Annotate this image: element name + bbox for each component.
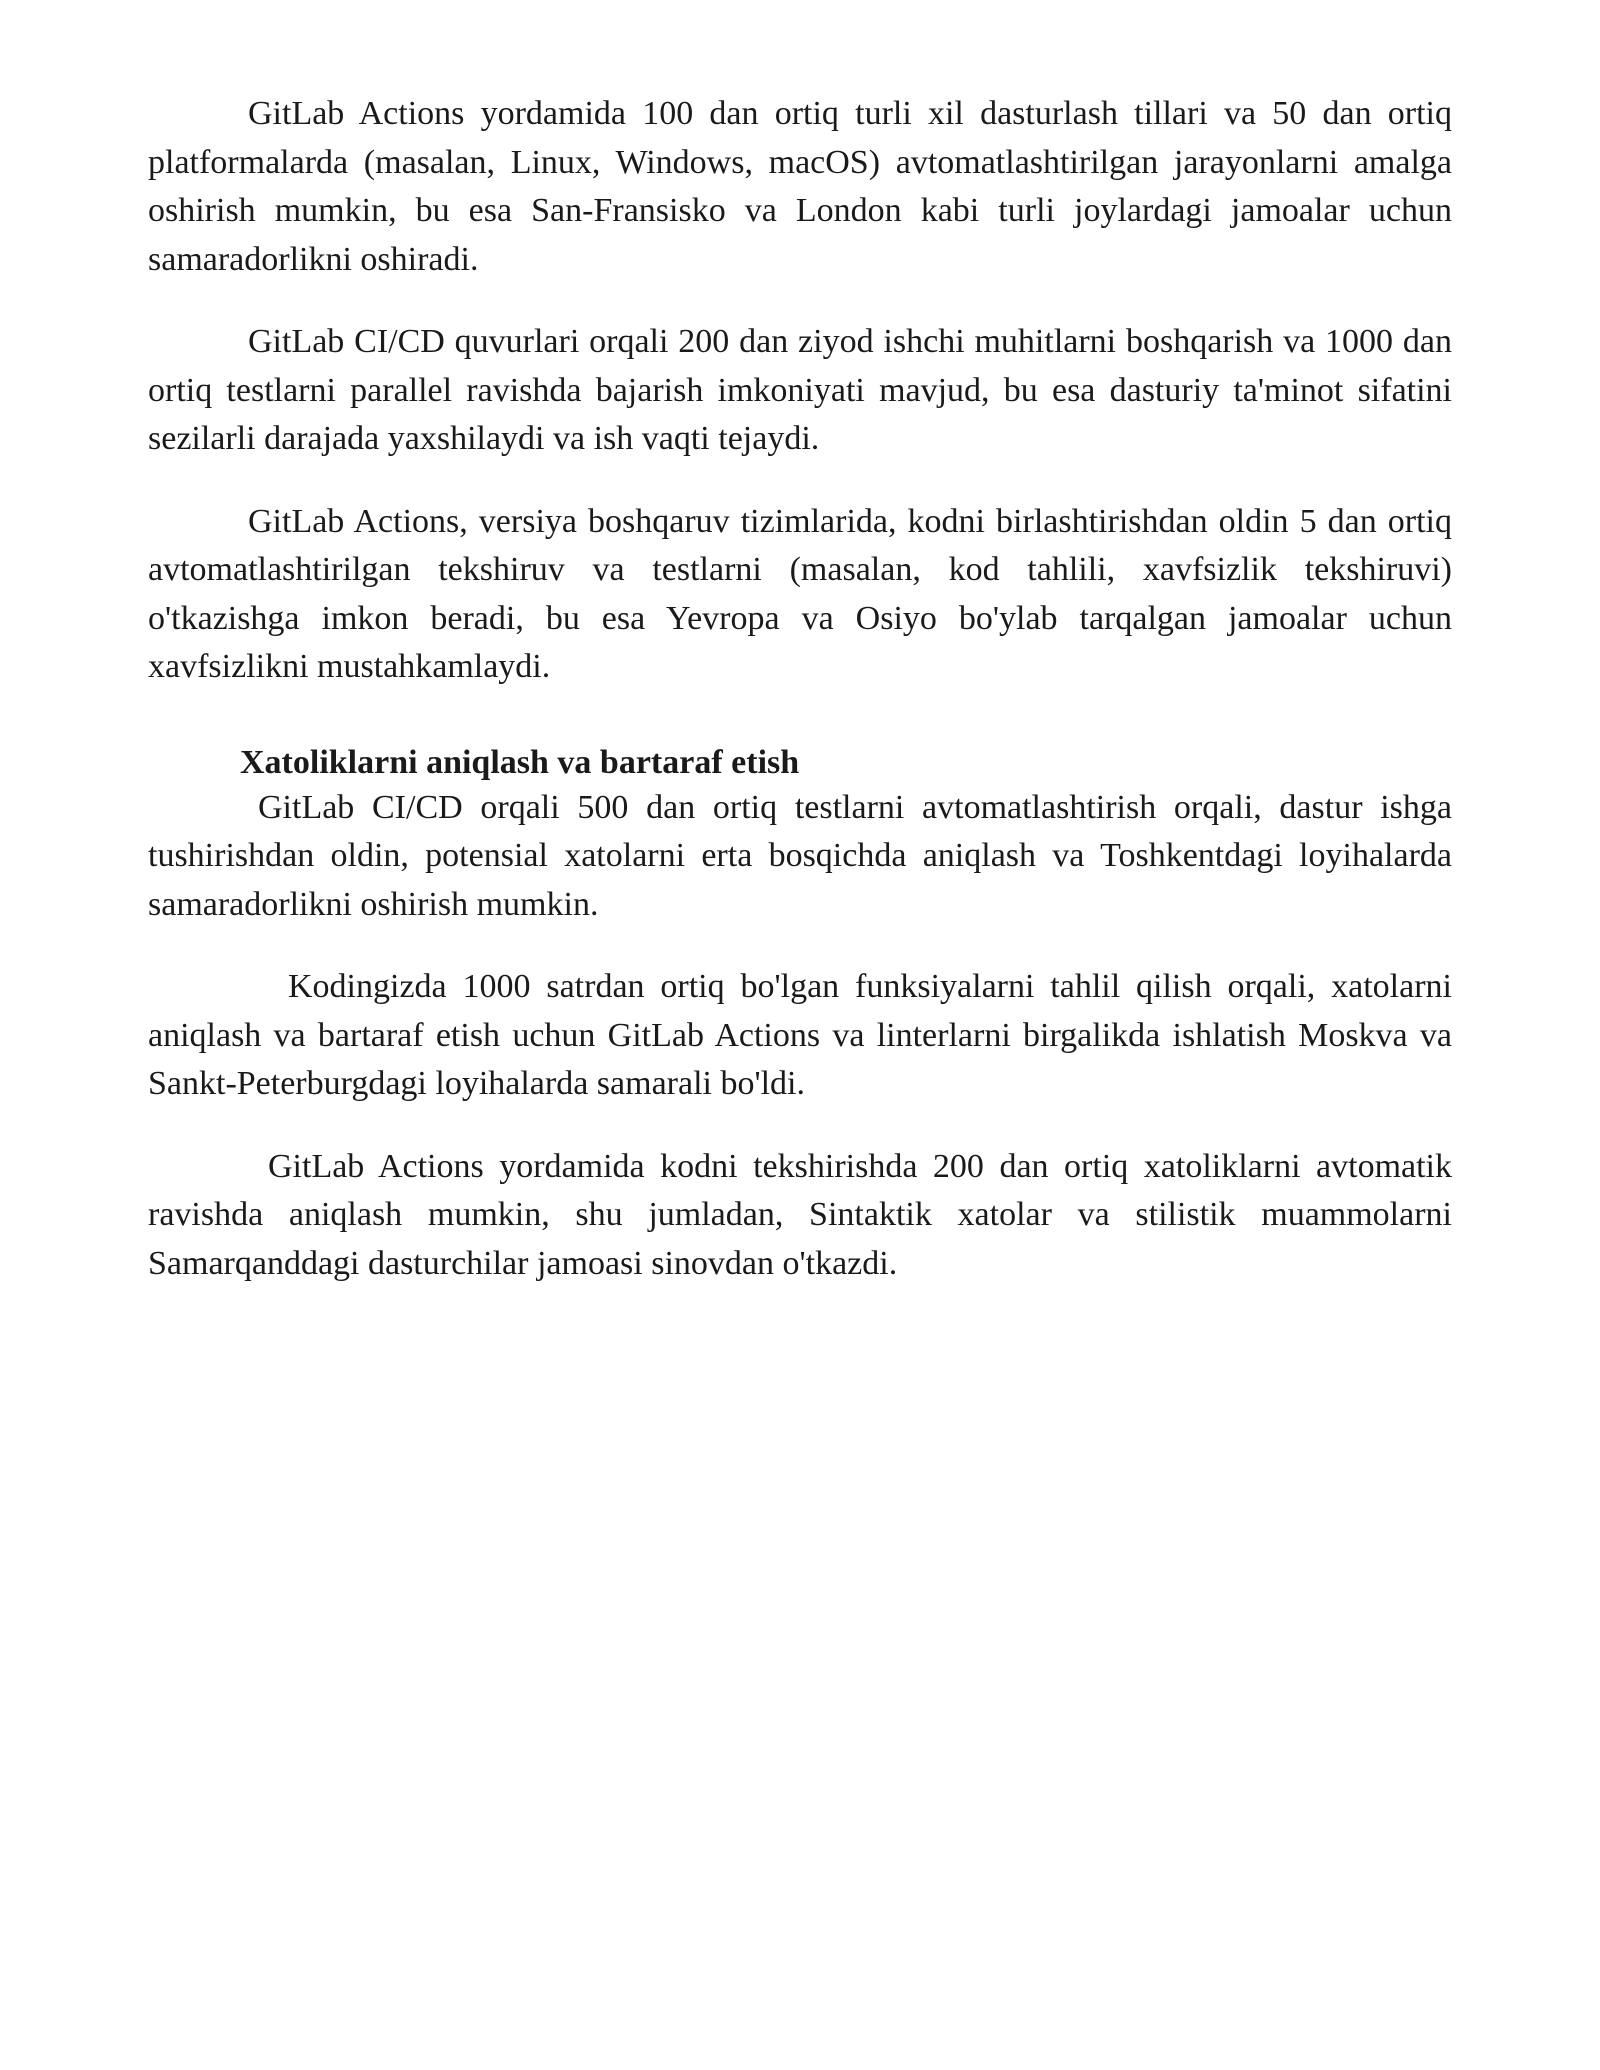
paragraph-1: GitLab Actions yordamida 100 dan ortiq turli xil dasturlash tillari va 50 dan ortiq platformalarda (masalan, Linux, Windows, macOS) avtomatlashtirilgan jarayonlarni amalga oshirish mumkin, bu esa San-Fransisko va London kabi turli joylardagi jamoalar uchun samaradorlikni oshiradi. [148,95,1452,278]
section-heading: Xatoliklarni aniqlash va bartaraf etish [240,743,800,781]
section-paragraph-3: GitLab Actions yordamida kodni tekshirishda 200 dan ortiq xatoliklarni avtomatik ravishda aniqlash mumkin, shu jumladan, Sintaktik xatolar va stilistik muammolarni Samarqanddagi dasturchilar jamoasi sinovdan o'tkazdi. [148,1147,1452,1282]
section-paragraph-1: GitLab CI/CD orqali 500 dan ortiq testlarni avtomatlashtirish orqali, dastur ishga tushirishdan oldin, potensial xatolarni erta bosqichda aniqlash va Toshkentdagi loyihalarda samaradorlikni oshirish mumkin. [148,788,1452,923]
document-page [148,90,1452,1288]
paragraph-2: GitLab CI/CD quvurlari orqali 200 dan ziyod ishchi muhitlarni boshqarish va 1000 dan ortiq testlarni parallel ravishda bajarish imkoniyati mavjud, bu esa dasturiy ta'minot sifatini sezilarli darajada yaxshilaydi va ish vaqti tejaydi. [148,323,1452,457]
paragraph-3: GitLab Actions, versiya boshqaruv tizimlarida, kodni birlashtirishdan oldin 5 dan ortiq avtomatlashtirilgan tekshiruv va testlarni (masalan, kod tahlili, xavfsizlik tekshiruvi) o'tkazishga imkon beradi, bu esa Yevropa va Osiyo bo'ylab tarqalgan jamoalar uchun xavfsizlikni mustahkamlaydi. [148,502,1452,685]
section-paragraph-2: Kodingizda 1000 satrdan ortiq bo'lgan funksiyalarni tahlil qilish orqali, xatolarni aniqlash va bartaraf etish uchun GitLab Actions va linterlarni birgalikda ishlatish Moskva va Sankt-Peterburgdagi loyihalarda samarali bo'ldi. [148,968,1452,1102]
